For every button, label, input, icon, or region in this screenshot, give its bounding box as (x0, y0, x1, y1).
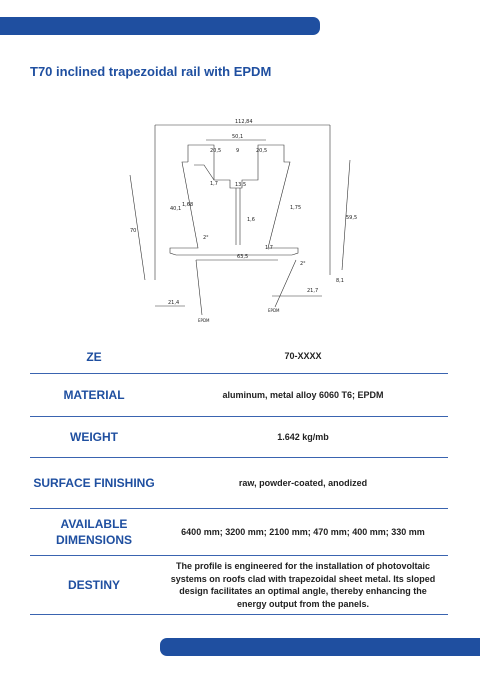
dim-left-outer: 70 (130, 228, 137, 234)
epdm-label-right: EPDM (268, 308, 280, 313)
dim-right-foot: 21,7 (307, 288, 319, 294)
page-title: T70 inclined trapezoidal rail with EPDM (30, 64, 272, 79)
epdm-label-left: EPDM (198, 318, 210, 323)
dim-angle-right: 2° (300, 261, 306, 267)
epdm-leader-right (275, 260, 296, 307)
profile-outline (170, 145, 298, 255)
dim-bottom-width: 63,5 (237, 254, 249, 260)
spec-label: MATERIAL (63, 388, 125, 402)
dim-right-wall: 1,75 (290, 205, 302, 211)
spec-row-material (30, 374, 448, 417)
spec-value: raw, powder-coated, anodized (238, 477, 368, 488)
dim-left-height: 40,1 (170, 206, 182, 212)
dim-right-top: 20,5 (256, 148, 268, 154)
dim-gap: 9 (236, 148, 240, 154)
spec-value: 6400 mm; 3200 mm; 2100 mm; 470 mm; 400 mm; 330 mm (181, 526, 425, 537)
dim-slot-width: 13,5 (235, 182, 247, 188)
spec-value: The profile is engineered for the installation of photovoltaic systems on roofs clad with trapezoidal sheet metal. Its sloped design facilitates an optimal angle, thereby enhancing the energy output from the panels. (170, 561, 436, 609)
spec-row-weight (30, 417, 448, 458)
dim-left-top: 20,5 (210, 148, 222, 154)
dim-right-foot-height: 8,1 (336, 278, 344, 284)
epdm-leader-left (196, 260, 202, 315)
dim-right-outer: 59,5 (346, 215, 358, 221)
dim-bottom-thick: 1,7 (265, 245, 273, 251)
spec-value: 70-XXXX (284, 351, 322, 362)
dim-slot-depth: 1,7 (210, 181, 218, 187)
top-decorative-bar (0, 17, 320, 35)
spec-row-surface (30, 458, 448, 509)
spec-label: AVAILABLE DIMENSIONS (55, 517, 132, 547)
spec-table (30, 340, 448, 615)
spec-label: ZE (86, 349, 102, 364)
spec-value: aluminum, metal alloy 6060 T6; EPDM (222, 389, 384, 400)
dim-left-wall: 1,68 (182, 202, 194, 208)
dim-overall-width: 112,84 (235, 119, 253, 125)
spec-row-ze (30, 340, 448, 374)
dim-angle-left: 2° (203, 235, 209, 241)
spec-label: SURFACE FINISHING (33, 476, 155, 490)
spec-row-dimensions (30, 509, 448, 556)
dim-left-foot: 21,4 (168, 300, 180, 306)
dim-web: 1,6 (247, 217, 255, 223)
technical-drawing (110, 110, 370, 340)
dim-top-width: 50,1 (232, 134, 244, 140)
spec-label: WEIGHT (70, 430, 118, 444)
spec-row-destiny (30, 556, 448, 615)
bottom-decorative-bar (160, 638, 480, 656)
spec-label: DESTINY (67, 578, 120, 592)
profile-inner (194, 165, 214, 180)
spec-value: 1.642 kg/mb (277, 431, 329, 442)
